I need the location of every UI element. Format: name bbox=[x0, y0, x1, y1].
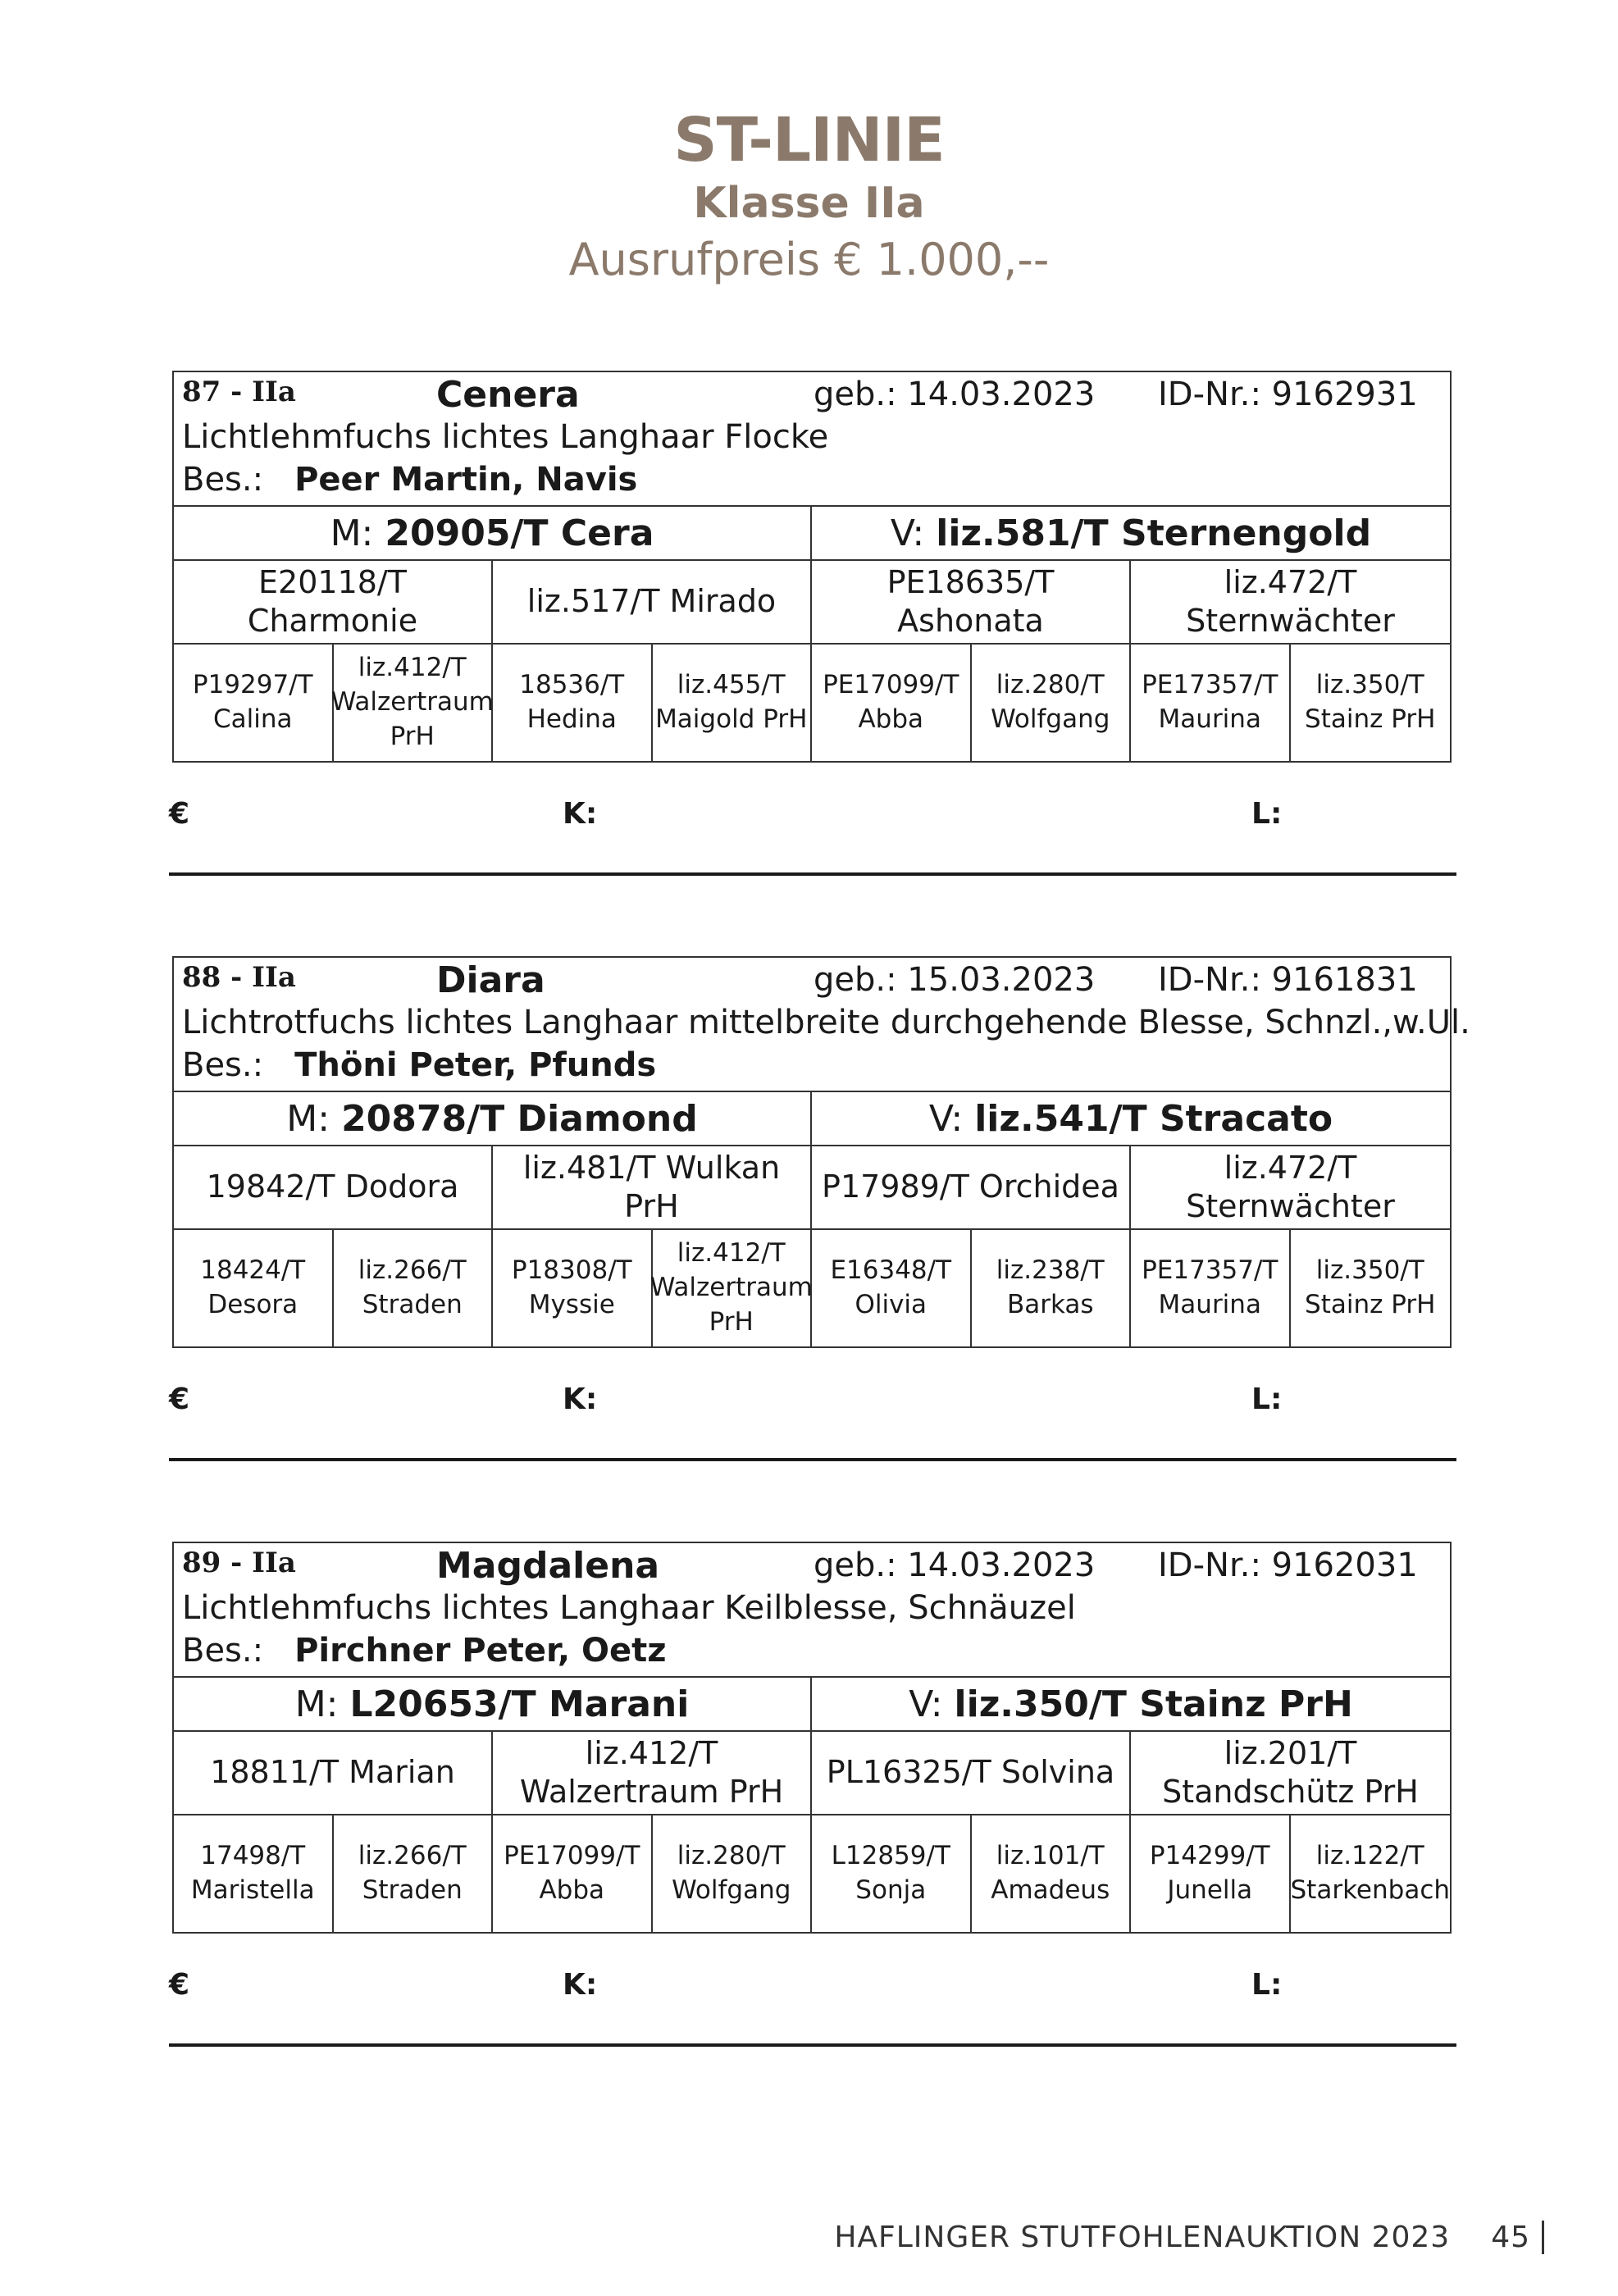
great-grandparent-cell: PE17099/T Abba bbox=[493, 1815, 653, 1932]
father-cell bbox=[812, 1678, 1450, 1730]
page-footer bbox=[834, 2221, 1544, 2254]
owner bbox=[182, 461, 637, 499]
horse-name: Magdalena bbox=[436, 1545, 660, 1587]
great-grandparent-cell: PE17357/T Maurina bbox=[1131, 1230, 1291, 1346]
lot-number: 89 - IIa bbox=[182, 1547, 296, 1579]
great-grandparent-cell: liz.266/T Straden bbox=[334, 1815, 494, 1932]
father-prefix: V: bbox=[890, 512, 925, 554]
coat-description: Lichtlehmfuchs lichtes Langhaar Keilblesse, Schnäuzel bbox=[182, 1589, 1076, 1627]
great-grandparent-cell: liz.412/T Walzertraum PrH bbox=[653, 1230, 813, 1346]
father-name: liz.581/T Sternengold bbox=[936, 512, 1372, 554]
parents-row bbox=[174, 1092, 1450, 1146]
id-number: ID-Nr.: 9162031 bbox=[1158, 1547, 1418, 1584]
great-grandparents-row bbox=[174, 1230, 1450, 1346]
owner-label: Bes.: bbox=[182, 461, 264, 499]
great-grandparent-cell: 18536/T Hedina bbox=[493, 645, 653, 761]
father-cell bbox=[812, 1092, 1450, 1145]
mother-name: L20653/T Marani bbox=[349, 1683, 690, 1725]
grandparent-cell: liz.201/T Standschütz PrH bbox=[1162, 1734, 1419, 1810]
euro-field: € bbox=[169, 1968, 190, 2002]
grandparents-row bbox=[174, 1146, 1450, 1230]
grandparent-cell: liz.517/T Mirado bbox=[493, 561, 812, 643]
birth-date: geb.: 14.03.2023 bbox=[814, 376, 1096, 413]
mother-prefix: M: bbox=[330, 512, 374, 554]
great-grandparent-cell: liz.350/T Stainz PrH bbox=[1305, 1255, 1436, 1319]
great-grandparent-cell: P18308/T Myssie bbox=[493, 1230, 653, 1346]
grandparent-cell: PL16325/T Solvina bbox=[812, 1732, 1131, 1814]
page-title: ST-LINIE bbox=[673, 105, 945, 175]
father-name: liz.350/T Stainz PrH bbox=[954, 1683, 1353, 1725]
parents-row bbox=[174, 507, 1450, 561]
great-grandparent-cell: liz.280/T Wolfgang bbox=[653, 1815, 813, 1932]
great-grandparent-cell: liz.455/T Maigold PrH bbox=[653, 645, 813, 761]
k-field: K: bbox=[563, 1968, 598, 2002]
grandparent-cell: 18811/T Marian bbox=[174, 1732, 493, 1814]
grandparent-cell: PE18635/T Ashonata bbox=[812, 561, 1131, 643]
owner-name: Thöni Peter, Pfunds bbox=[294, 1046, 657, 1084]
great-grandparent-cell: P19297/T Calina bbox=[174, 645, 334, 761]
mother-prefix: M: bbox=[286, 1097, 330, 1140]
father-prefix: V: bbox=[928, 1097, 964, 1140]
lot-info bbox=[174, 372, 1450, 507]
page-number: 45 bbox=[1491, 2221, 1544, 2254]
grandparent-cell: E20118/T Charmonie bbox=[174, 561, 493, 643]
coat-description: Lichtlehmfuchs lichtes Langhaar Flocke bbox=[182, 418, 829, 456]
birth-date: geb.: 15.03.2023 bbox=[814, 961, 1096, 999]
father-prefix: V: bbox=[909, 1683, 943, 1725]
mother-name: 20905/T Cera bbox=[385, 512, 654, 554]
great-grandparent-cell: L12859/T Sonja bbox=[812, 1815, 972, 1932]
mother-cell bbox=[174, 1678, 812, 1730]
owner-label: Bes.: bbox=[182, 1046, 264, 1084]
id-number: ID-Nr.: 9162931 bbox=[1158, 376, 1418, 413]
great-grandparent-cell: liz.280/T Wolfgang bbox=[972, 645, 1132, 761]
owner-name: Peer Martin, Navis bbox=[294, 461, 638, 499]
lot-card bbox=[172, 1542, 1452, 1934]
great-grandparent-cell: liz.412/T Walzertraum PrH bbox=[334, 645, 494, 761]
grandparent-cell: liz.481/T Wulkan PrH bbox=[493, 1146, 812, 1228]
euro-field: € bbox=[169, 1383, 190, 1416]
grandparents-row bbox=[174, 1732, 1450, 1815]
mother-cell bbox=[174, 507, 812, 559]
coat-description: Lichtrotfuchs lichtes Langhaar mittelbreite durchgehende Blesse, Schnzl.,w.Ul. bbox=[182, 1004, 1470, 1041]
horse-name: Cenera bbox=[436, 374, 580, 416]
divider bbox=[169, 872, 1456, 876]
great-grandparent-cell: 18424/T Desora bbox=[174, 1230, 334, 1346]
lot-number: 88 - IIa bbox=[182, 961, 296, 994]
lot-info bbox=[174, 958, 1470, 1092]
great-grandparent-cell: liz.238/T Barkas bbox=[972, 1230, 1132, 1346]
mother-cell bbox=[174, 1092, 812, 1145]
great-grandparent-cell: PE17357/T Maurina bbox=[1131, 645, 1291, 761]
great-grandparent-cell: E16348/T Olivia bbox=[812, 1230, 972, 1346]
mother-name: 20878/T Diamond bbox=[341, 1097, 698, 1140]
starting-price: Ausrufpreis € 1.000,-- bbox=[568, 234, 1050, 285]
great-grandparent-cell: liz.350/T Stainz PrH bbox=[1305, 670, 1436, 734]
grandparent-cell: liz.472/T Sternwächter bbox=[1186, 1149, 1395, 1224]
birth-date: geb.: 14.03.2023 bbox=[814, 1547, 1096, 1584]
owner bbox=[182, 1046, 656, 1084]
great-grandparent-cell: 17498/T Maristella bbox=[174, 1815, 334, 1932]
lot-card bbox=[172, 956, 1470, 1348]
footer-title: HAFLINGER STUTFOHLENAUKTION 2023 bbox=[834, 2221, 1451, 2254]
owner-label: Bes.: bbox=[182, 1632, 264, 1670]
father-cell bbox=[812, 507, 1450, 559]
owner bbox=[182, 1632, 667, 1670]
lot-number: 87 - IIa bbox=[182, 376, 296, 408]
great-grandparents-row bbox=[174, 645, 1450, 761]
owner-name: Pirchner Peter, Oetz bbox=[294, 1632, 667, 1670]
l-field: L: bbox=[1251, 1968, 1283, 2002]
grandparent-cell: liz.412/T Walzertraum PrH bbox=[493, 1732, 812, 1814]
great-grandparent-cell: PE17099/T Abba bbox=[812, 645, 972, 761]
grandparent-cell: P17989/T Orchidea bbox=[812, 1146, 1131, 1228]
lot-info bbox=[174, 1543, 1450, 1678]
lot-card bbox=[172, 371, 1452, 763]
id-number: ID-Nr.: 9161831 bbox=[1158, 961, 1418, 999]
parents-row bbox=[174, 1678, 1450, 1732]
great-grandparents-row bbox=[174, 1815, 1450, 1932]
grandparents-row bbox=[174, 561, 1450, 645]
great-grandparent-cell: P14299/T Junella bbox=[1131, 1815, 1291, 1932]
horse-name: Diara bbox=[436, 959, 545, 1001]
euro-field: € bbox=[169, 797, 190, 831]
great-grandparent-cell: liz.266/T Straden bbox=[334, 1230, 494, 1346]
grandparent-cell: liz.472/T Sternwächter bbox=[1186, 563, 1395, 639]
k-field: K: bbox=[563, 797, 598, 831]
father-name: liz.541/T Stracato bbox=[974, 1097, 1333, 1140]
class-subtitle: Klasse IIa bbox=[693, 179, 925, 228]
great-grandparent-cell: liz.122/T Starkenbach bbox=[1290, 1841, 1451, 1905]
k-field: K: bbox=[563, 1383, 598, 1416]
grandparent-cell: 19842/T Dodora bbox=[174, 1146, 493, 1228]
l-field: L: bbox=[1251, 797, 1283, 831]
divider bbox=[169, 1458, 1456, 1461]
mother-prefix: M: bbox=[294, 1683, 339, 1725]
l-field: L: bbox=[1251, 1383, 1283, 1416]
divider bbox=[169, 2043, 1456, 2047]
great-grandparent-cell: liz.101/T Amadeus bbox=[972, 1815, 1132, 1932]
